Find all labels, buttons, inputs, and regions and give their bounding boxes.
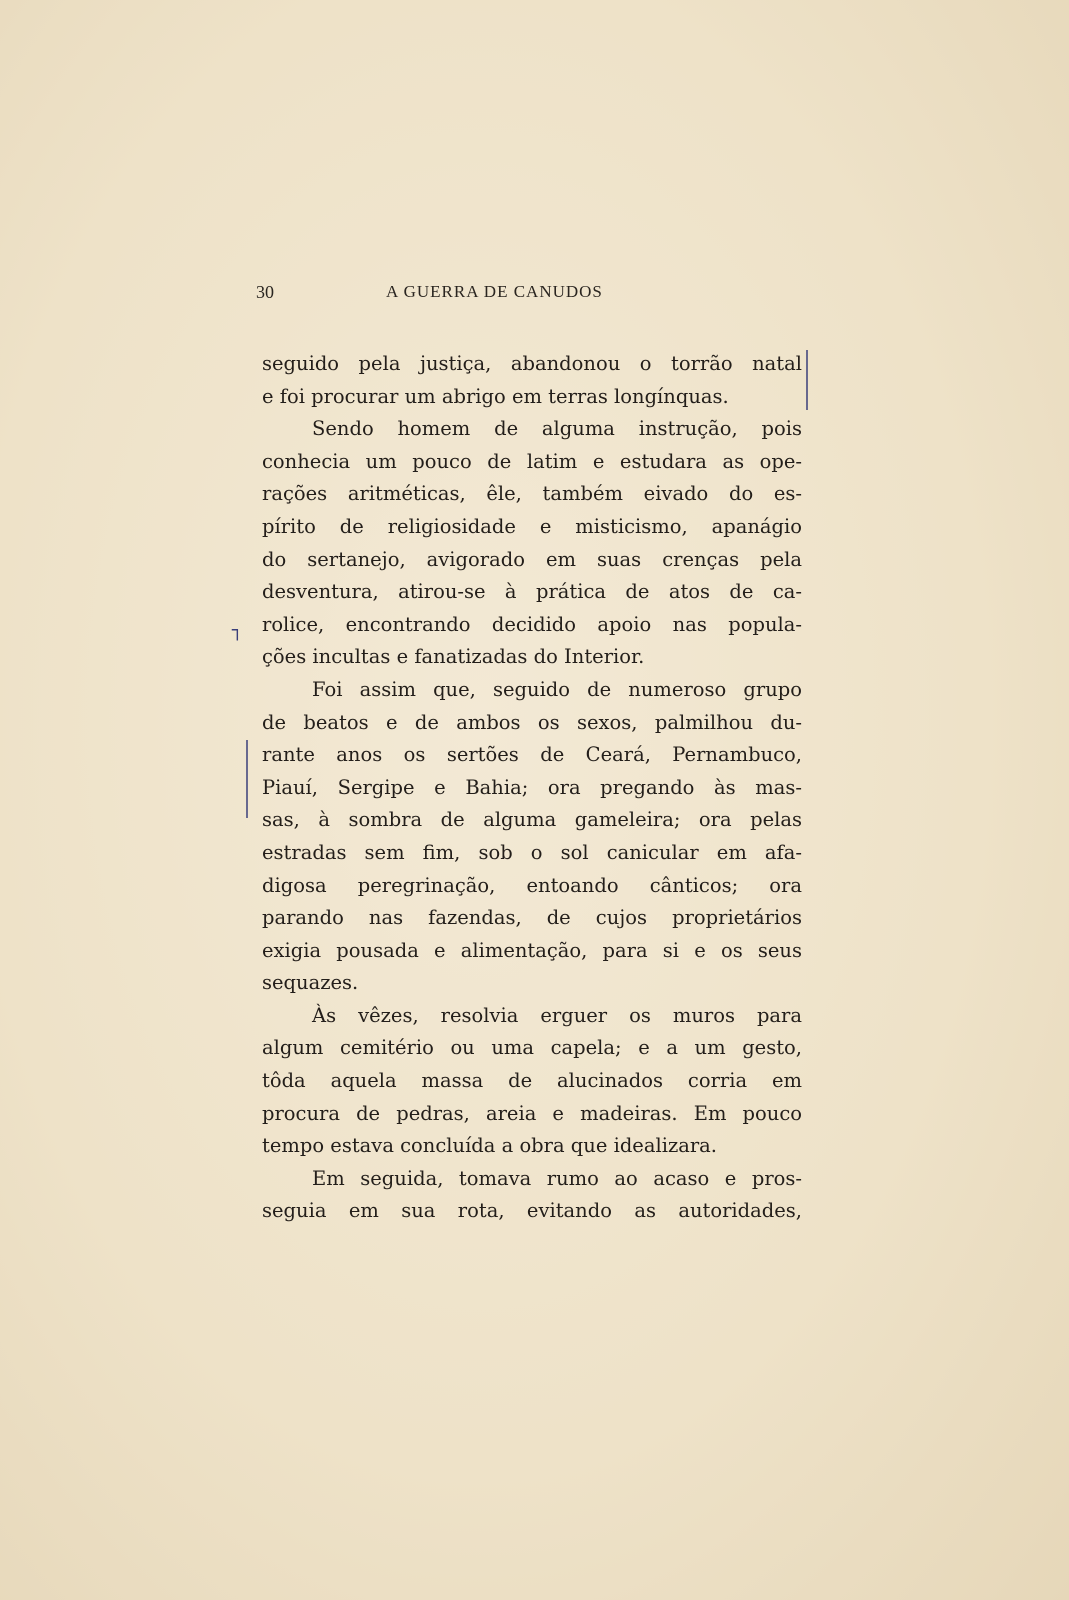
text-line: Foi assim que, seguido de numeroso grupo (312, 677, 802, 701)
text-line: pírito de religiosidade e misticismo, apanágio (262, 514, 802, 538)
text-line: rações aritméticas, êle, também eivado do es- (262, 482, 802, 506)
text-line: conhecia um pouco de latim e estudara as ope- (262, 449, 802, 473)
running-title: A GUERRA DE CANUDOS (386, 282, 603, 301)
text-line: Às vêzes, resolvia erguer os muros para (312, 1003, 802, 1027)
text-line: rolice, encontrando decidido apoio nas popula- (262, 612, 802, 636)
text-line: ções incultas e fanatizadas do Interior. (262, 645, 645, 669)
text-line: e foi procurar um abrigo em terras longínquas. (262, 384, 729, 408)
text-line: sas, à sombra de alguma gameleira; ora pelas (262, 808, 802, 832)
text-line: rante anos os sertões de Ceará, Pernambuco, (262, 743, 802, 767)
page-header (256, 282, 806, 308)
text-line: Piauí, Sergipe e Bahia; ora pregando às mas- (262, 775, 802, 799)
text-line: parando nas fazendas, de cujos proprietários (262, 906, 802, 930)
text-line: exigia pousada e alimentação, para si e os seus (262, 938, 802, 962)
text-line: estradas sem fim, sob o sol canicular em afa- (262, 840, 802, 864)
margin-bar-right (806, 350, 808, 410)
text-line: seguido pela justiça, abandonou o torrão natal (262, 352, 802, 375)
body-text (262, 348, 802, 1228)
text-line: tempo estava concluída a obra que idealizara. (262, 1134, 717, 1158)
text-line: digosa peregrinação, entoando cânticos; ora (262, 873, 802, 897)
text-line: Em seguida, tomava rumo ao acaso e pros- (312, 1166, 802, 1190)
text-line: de beatos e de ambos os sexos, palmilhou du- (262, 710, 802, 734)
text-line: do sertanejo, avigorado em suas crenças pela (262, 547, 802, 571)
text-line: desventura, atirou-se à prática de atos de ca- (262, 580, 802, 604)
text-line: seguia em sua rota, evitando as autoridades, (262, 1199, 802, 1223)
margin-bar-left (246, 740, 248, 818)
text-line: procura de pedras, areia e madeiras. Em pouco (262, 1101, 802, 1125)
margin-check-icon: ┐ (232, 620, 243, 641)
page-number: 30 (256, 282, 274, 302)
text-line: algum cemitério ou uma capela; e a um gesto, (262, 1036, 802, 1060)
text-line: sequazes. (262, 971, 359, 995)
text-line: Sendo homem de alguma instrução, pois (312, 417, 802, 441)
text-line: tôda aquela massa de alucinados corria em (262, 1069, 802, 1093)
